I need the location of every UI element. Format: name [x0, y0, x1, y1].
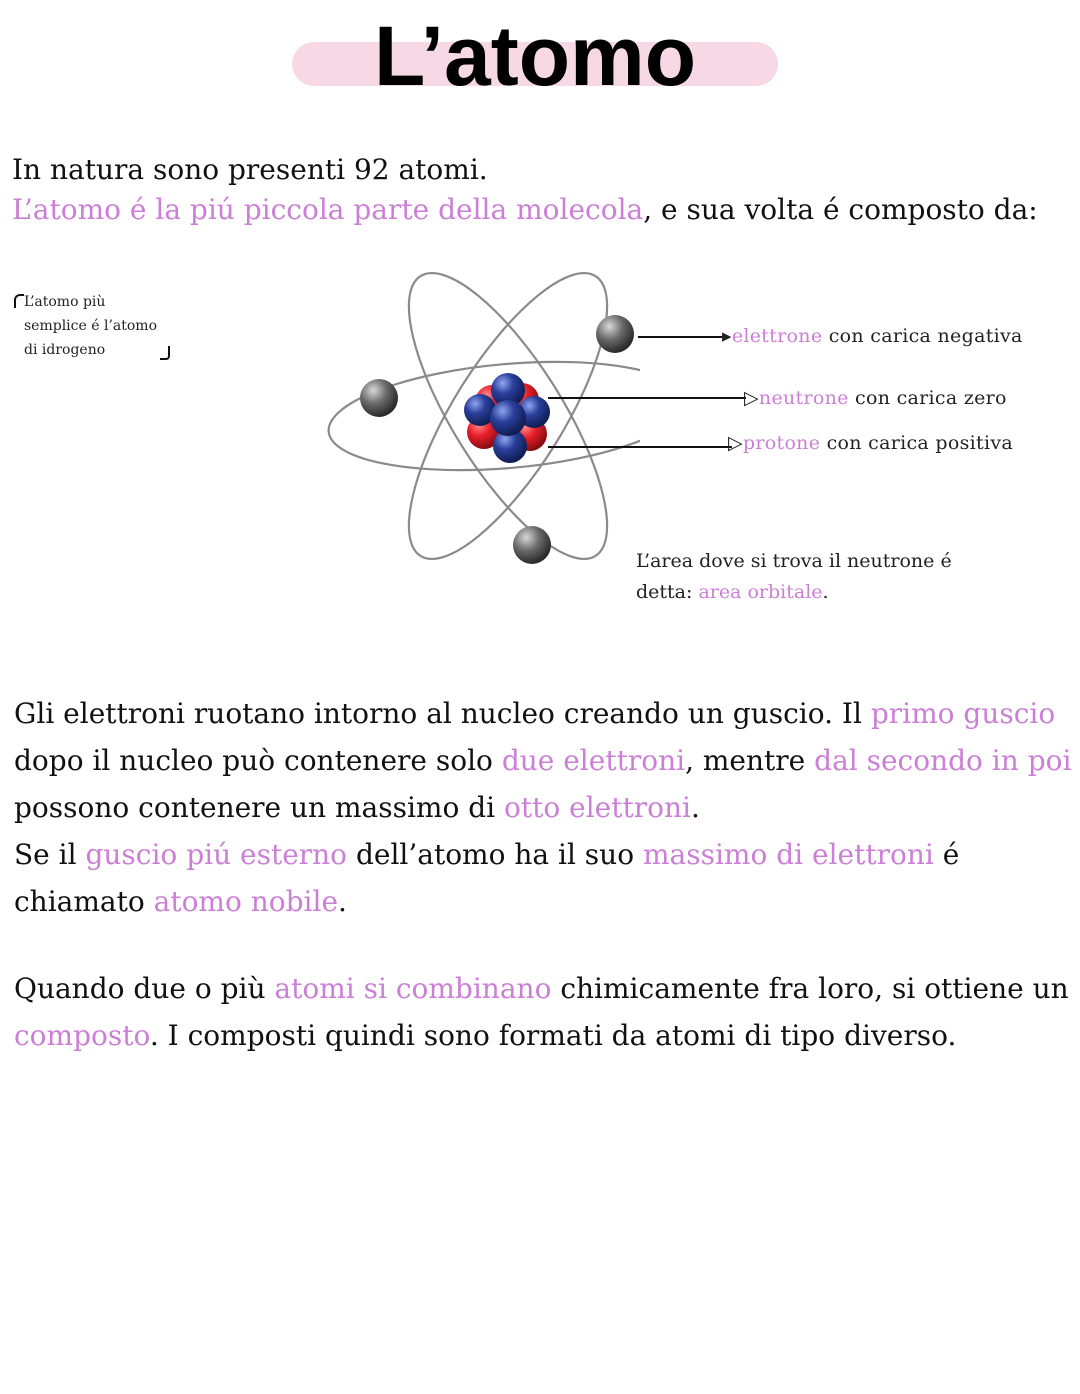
- paragraph-1-highlight: due elettroni: [501, 744, 686, 777]
- electron-bottom: [513, 526, 551, 564]
- paragraph-3-highlight: atomi si combinano: [274, 972, 552, 1005]
- paragraph-1-text: dopo il nucleo può contenere solo: [14, 744, 502, 777]
- intro-text: [12, 150, 1072, 230]
- hydrogen-note-line-2: semplice é l’atomo: [24, 318, 158, 334]
- paragraph-1-text: possono contenere un massimo di: [14, 791, 505, 824]
- paragraph-1-highlight: dal secondo in poi: [814, 744, 1072, 777]
- neutron-connector: [548, 397, 746, 399]
- paragraph-2-highlight: atomo nobile: [153, 885, 339, 918]
- paragraph-3-text: . I composti quindi sono formati da atomi di tipo diverso.: [149, 1019, 957, 1052]
- paragraph-electron-shells: [14, 690, 1076, 831]
- proton-connector: [548, 446, 732, 448]
- electron-term: elettrone: [731, 325, 823, 347]
- note-bracket-close: [160, 346, 170, 360]
- note-bracket-open: [14, 294, 24, 308]
- atom-diagram: [320, 250, 640, 580]
- orbital-note-suffix: .: [822, 581, 829, 603]
- paragraph-compounds: [14, 965, 1076, 1059]
- electron-label: [722, 323, 1023, 349]
- paragraph-1-text: , mentre: [685, 744, 815, 777]
- electron-left: [360, 379, 398, 417]
- title-block: [292, 10, 778, 102]
- paragraph-2-text: .: [338, 885, 347, 918]
- paragraph-2-text: Se il: [14, 838, 86, 871]
- neutron-desc: con carica zero: [848, 387, 1007, 409]
- paragraph-1-text: .: [690, 791, 700, 824]
- orbital-note-line-2: [636, 577, 976, 608]
- electron-top-right: [596, 315, 634, 353]
- arrow-head-icon: ▸: [722, 325, 732, 347]
- intro-line-1: In natura sono presenti 92 atomi.: [12, 153, 488, 186]
- orbital-note-prefix: detta:: [636, 581, 699, 603]
- paragraph-2-text: dell’atomo ha il suo: [347, 838, 643, 871]
- electron-connector: [638, 336, 722, 338]
- proton-term: protone: [742, 432, 821, 454]
- paragraph-3-text: chimicamente fra loro, si ottiene un: [551, 972, 1069, 1005]
- paragraph-3-text: Quando due o più: [14, 972, 275, 1005]
- neutron-label: [744, 385, 1007, 411]
- paragraph-noble-atom: [14, 831, 1076, 925]
- paragraph-2-highlight: massimo di elettroni: [642, 838, 934, 871]
- orbital-area-note: [636, 546, 976, 608]
- orbital-note-highlight: area orbitale: [698, 581, 823, 603]
- paragraph-1-highlight: primo guscio: [870, 697, 1056, 730]
- paragraph-1-highlight: otto elettroni: [504, 791, 691, 824]
- hydrogen-note-line-3: di idrogeno: [24, 342, 106, 358]
- page-title: L’atomo: [373, 9, 696, 103]
- nucleus: [464, 373, 550, 463]
- hydrogen-note-text: [24, 290, 164, 362]
- arrow-head-icon: ▷: [744, 387, 759, 409]
- proton-label: [728, 430, 1013, 456]
- intro-highlight: L’atomo é la piú piccola parte della molecola: [12, 193, 644, 226]
- hydrogen-note-line-1: L’atomo più: [24, 294, 106, 310]
- intro-line-2-rest: , e sua volta é composto da:: [643, 193, 1038, 226]
- electron-desc: con carica negativa: [822, 325, 1023, 347]
- paragraph-2-text: é chiamato: [14, 838, 960, 918]
- paragraph-1-text: Gli elettroni ruotano intorno al nucleo creando un guscio. Il: [14, 697, 871, 730]
- proton-desc: con carica positiva: [820, 432, 1013, 454]
- orbital-note-line-1: L’area dove si trova il neutrone é: [636, 550, 952, 572]
- neutron-term: neutrone: [758, 387, 849, 409]
- arrow-head-icon: ▷: [728, 432, 743, 454]
- paragraph-2-highlight: guscio piú esterno: [85, 838, 348, 871]
- paragraph-3-highlight: composto: [14, 1019, 150, 1052]
